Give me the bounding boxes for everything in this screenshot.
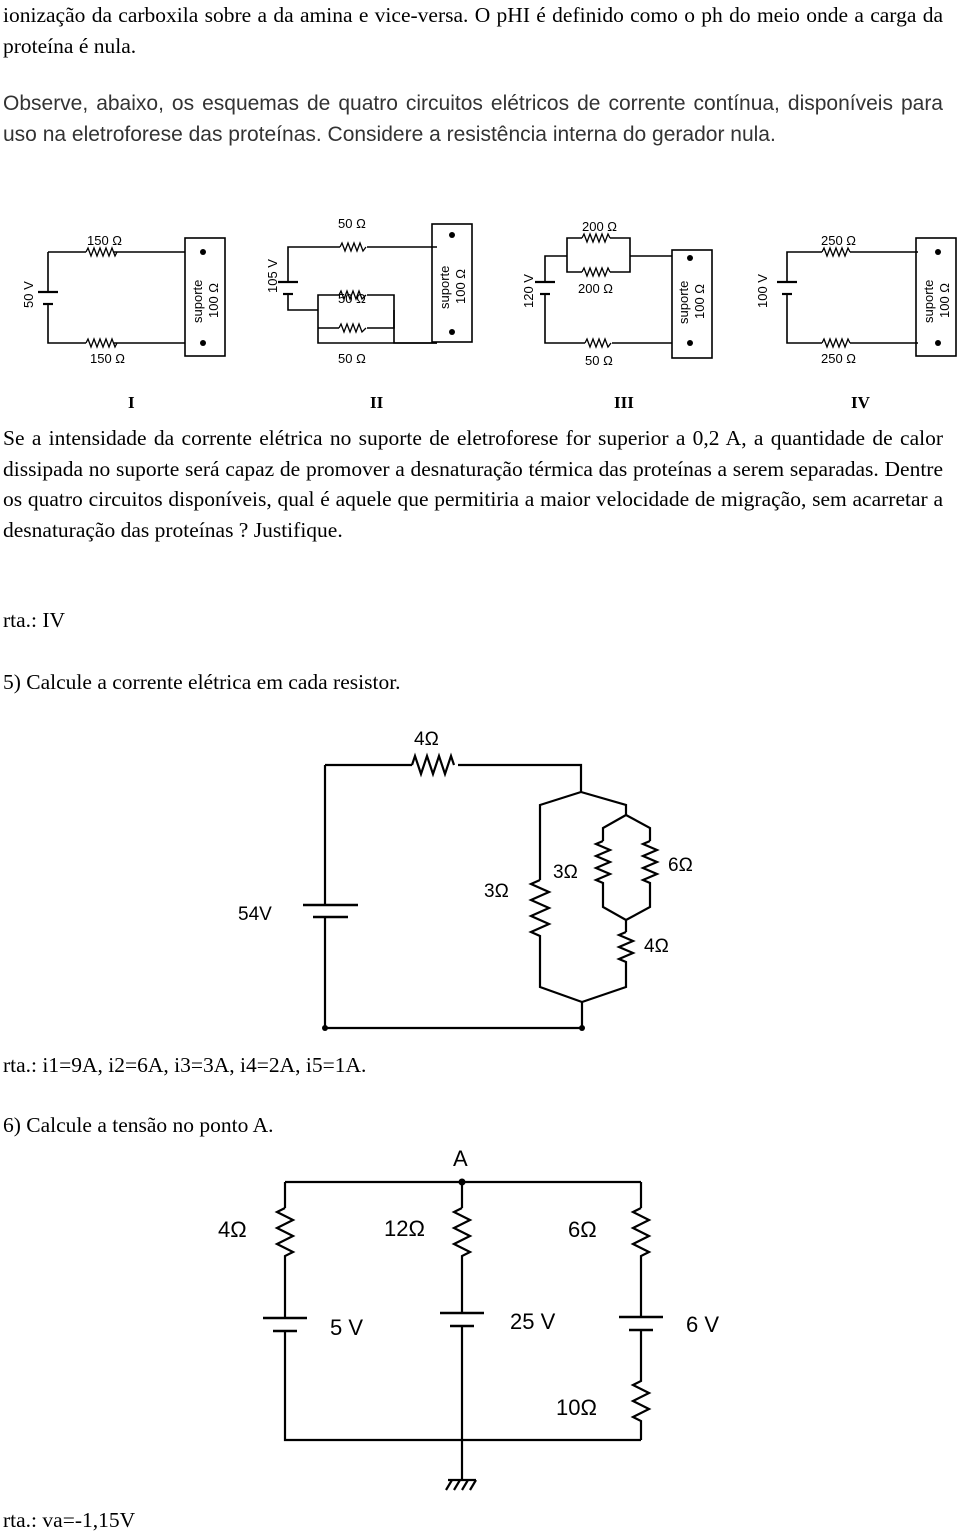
circuit-i-support-value: 100 Ω xyxy=(206,282,221,318)
answer-5: rta.: i1=9A, i2=6A, i3=3A, i4=2A, i5=1A. xyxy=(3,1053,367,1077)
answer-6: rta.: va=-1,15V xyxy=(3,1508,136,1532)
circuit-i-numeral: I xyxy=(128,393,135,412)
circuit-iii-r-mid: 200 Ω xyxy=(578,281,614,296)
circuit-iii-source: 120 V xyxy=(521,274,536,308)
question-5: 5) Calcule a corrente elétrica em cada resistor. xyxy=(3,670,401,694)
circuit-iv-numeral: IV xyxy=(851,393,870,412)
circuit-5-figure xyxy=(0,725,960,1045)
circuit-ii-r-top: 50 Ω xyxy=(338,216,366,231)
question-6: 6) Calcule a tensão no ponto A. xyxy=(3,1113,274,1137)
circuit-iii-support-value: 100 Ω xyxy=(692,283,707,319)
node-a-label: A xyxy=(453,1146,468,1171)
circuit-iv-support-value: 100 Ω xyxy=(937,282,952,318)
circuit-5-r-lower: 4Ω xyxy=(644,936,669,957)
circuit-iv-r-top: 250 Ω xyxy=(821,233,857,248)
circuit-iii-numeral: III xyxy=(614,393,634,412)
observe-paragraph: Observe, abaixo, os esquemas de quatro circuitos elétricos de corrente contínua, disponíveis para uso na eletroforese das proteínas. Considere a resistência interna do gerador nula. xyxy=(3,92,943,146)
circuit-i-support-label: suporte xyxy=(190,279,205,323)
circuit-ii-source: 105 V xyxy=(265,259,280,293)
circuit-ii xyxy=(265,216,472,412)
circuit-5-r-right: 6Ω xyxy=(668,855,693,876)
circuit-ii-r-mid: 50 Ω xyxy=(338,291,366,306)
circuit-i-r-bottom: 150 Ω xyxy=(90,351,126,366)
circuit-iii-r-top: 200 Ω xyxy=(582,219,618,234)
circuit-i-source: 50 V xyxy=(21,281,36,308)
circuit-i-r-top: 150 Ω xyxy=(87,233,123,248)
circuit-ii-support-label: suporte xyxy=(437,265,452,309)
circuit-iv-source: 100 V xyxy=(755,274,770,308)
circuit-ii-support-value: 100 Ω xyxy=(453,268,468,304)
circuit-5-r-mid: 3Ω xyxy=(553,862,578,883)
question-paragraph: Se a intensidade da corrente elétrica no suporte de eletroforese for superior a 0,2 A, a quantidade de calor dissipada no suporte será capaz de promover a desnaturação térmica das proteínas a serem separadas. Dentre os quatro circuitos disponíveis, qual é aquele que permitiria a maior velocidade de migração, sem acarretar a desnaturação das proteínas ? Justifique. xyxy=(3,426,943,542)
intro-paragraph: ionização da carboxila sobre a da amina e vice-versa. O pHI é definido como o ph do meio onde a carga da proteína é nula. xyxy=(3,3,943,58)
circuit-6-r-right: 6Ω xyxy=(568,1217,597,1242)
circuit-iii xyxy=(521,219,712,412)
circuit-5-source: 54V xyxy=(238,904,272,925)
circuit-ii-r-bottom: 50 Ω xyxy=(338,351,366,366)
circuit-iv-r-bottom: 250 Ω xyxy=(821,351,857,366)
circuit-5-r-left: 3Ω xyxy=(484,881,509,902)
circuit-iii-r-bottom: 50 Ω xyxy=(585,353,613,368)
circuit-6-figure xyxy=(0,1140,960,1500)
circuit-iv-support-label: suporte xyxy=(921,279,936,323)
circuit-6-v-left: 5 V xyxy=(330,1315,364,1340)
answer-4: rta.: IV xyxy=(3,608,66,632)
circuits-figure xyxy=(0,210,960,415)
circuit-6-r-mid: 12Ω xyxy=(384,1216,425,1241)
circuit-i xyxy=(21,233,225,412)
circuit-iv xyxy=(755,233,956,412)
circuit-iii-support-label: suporte xyxy=(676,280,691,324)
circuit-ii-numeral: II xyxy=(370,393,384,412)
circuit-6-v-right: 6 V xyxy=(686,1312,720,1337)
circuit-6-v-mid: 25 V xyxy=(510,1309,556,1334)
circuit-6-r-bottom-right: 10Ω xyxy=(556,1395,597,1420)
circuit-5-r-top: 4Ω xyxy=(414,729,439,750)
circuit-6-r-left: 4Ω xyxy=(218,1217,247,1242)
